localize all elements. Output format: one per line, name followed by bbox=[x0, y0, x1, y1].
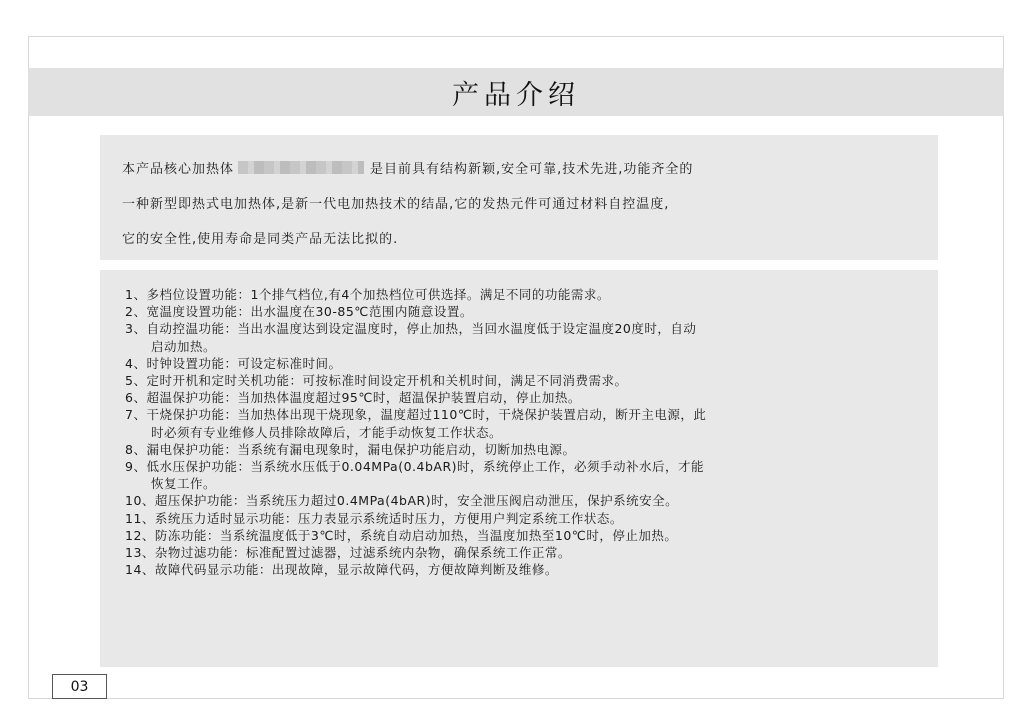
feature-number: 4、 bbox=[125, 355, 147, 371]
feature-text: 防冻功能：当系统温度低于3℃时，系统自动启动加热，当温度加热至10℃时，停止加热。 bbox=[154, 527, 678, 543]
feature-item bbox=[125, 389, 920, 406]
feature-text: 漏电保护功能：当系统有漏电现象时，漏电保护功能启动，切断加热电源。 bbox=[146, 441, 576, 457]
feature-list bbox=[125, 286, 920, 578]
page-number: 03 bbox=[52, 674, 107, 699]
feature-number: 14、 bbox=[125, 562, 155, 578]
feature-item bbox=[125, 286, 920, 303]
feature-text: 杂物过滤功能：标准配置过滤器，过滤系统内杂物，确保系统工作正常。 bbox=[154, 545, 571, 561]
feature-number: 5、 bbox=[125, 373, 147, 389]
feature-text: 干烧保护功能：当加热体出现干烧现象，温度超过110℃时，干烧保护装置启动，断开主电源，此 bbox=[146, 407, 707, 423]
feature-number: 11、 bbox=[125, 510, 155, 526]
intro-line-1-end: 是目前具有结构新颖,安全可靠,技术先进,功能齐全的 bbox=[370, 162, 694, 177]
feature-item bbox=[125, 561, 920, 578]
intro-line-3: 它的安全性,使用寿命是同类产品无法比拟的. bbox=[122, 232, 399, 247]
feature-text: 自动控温功能：当出水温度达到设定温度时，停止加热，当回水温度低于设定温度20度时，自动 bbox=[146, 321, 697, 337]
feature-item bbox=[125, 320, 920, 354]
feature-item bbox=[125, 355, 920, 372]
intro-line-2: 一种新型即热式电加热体,是新一代电加热技术的结晶,它的发热元件可通过材料自控温度, bbox=[122, 197, 670, 212]
feature-item bbox=[125, 406, 920, 440]
feature-text: 超温保护功能：当加热体温度超过95℃时，超温保护装置启动，停止加热。 bbox=[146, 390, 581, 406]
intro-line-1-start: 本产品核心加热体 bbox=[122, 162, 235, 177]
feature-number: 7、 bbox=[125, 407, 147, 423]
features-panel bbox=[100, 270, 938, 667]
redacted-product-name bbox=[238, 161, 364, 174]
feature-item bbox=[125, 372, 920, 389]
feature-text: 多档位设置功能：1个排气档位,有4个加热档位可供选择。满足不同的功能需求。 bbox=[146, 287, 610, 302]
feature-number: 12、 bbox=[125, 527, 155, 543]
feature-number: 3、 bbox=[125, 321, 147, 337]
feature-item bbox=[125, 492, 920, 509]
feature-item bbox=[125, 510, 920, 527]
feature-item bbox=[125, 303, 920, 320]
feature-number: 8、 bbox=[125, 441, 147, 457]
intro-line-1 bbox=[122, 152, 938, 187]
feature-item bbox=[125, 441, 920, 458]
title-bar bbox=[28, 68, 1004, 116]
feature-number: 1、 bbox=[125, 287, 147, 302]
feature-text-continued: 启动加热。 bbox=[151, 338, 217, 354]
feature-number: 9、 bbox=[125, 459, 147, 475]
feature-text: 定时开机和定时关机功能：可按标准时间设定开机和关机时间，满足不同消费需求。 bbox=[146, 373, 628, 389]
feature-text: 故障代码显示功能：出现故障，显示故障代码，方便故障判断及维修。 bbox=[154, 562, 558, 578]
feature-number: 2、 bbox=[125, 304, 147, 320]
feature-text: 超压保护功能：当系统压力超过0.4MPa(4bAR)时，安全泄压阀启动泄压，保护系统安全。 bbox=[154, 493, 679, 509]
feature-number: 13、 bbox=[125, 545, 155, 561]
feature-text-continued: 恢复工作。 bbox=[151, 476, 217, 492]
feature-text: 系统压力适时显示功能：压力表显示系统适时压力，方便用户判定系统工作状态。 bbox=[154, 510, 623, 526]
feature-item bbox=[125, 458, 920, 492]
feature-text: 时钟设置功能：可设定标准时间。 bbox=[146, 355, 342, 371]
feature-text: 宽温度设置功能：出水温度在30-85℃范围内随意设置。 bbox=[146, 304, 473, 320]
intro-panel bbox=[100, 135, 938, 260]
feature-text: 低水压保护功能：当系统水压低于0.04MPa(0.4bAR)时，系统停止工作，必须手动补水后，才能 bbox=[146, 459, 705, 475]
feature-number: 6、 bbox=[125, 390, 147, 406]
page-title: 产品介绍 bbox=[452, 79, 580, 111]
feature-text-continued: 时必须有专业维修人员排除故障后，才能手动恢复工作状态。 bbox=[151, 424, 503, 440]
feature-number: 10、 bbox=[125, 493, 155, 509]
feature-item bbox=[125, 544, 920, 561]
feature-item bbox=[125, 527, 920, 544]
